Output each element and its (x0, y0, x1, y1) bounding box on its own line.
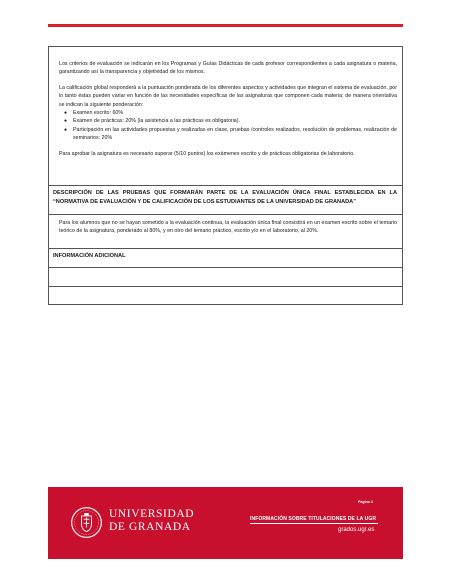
list-item: ● Participación en las actividades propuestas y realizadas en clase, pruebas /controles realizados, resolución de problemas, realización de seminarios: 20% (64, 126, 397, 142)
bullet-icon: ● (64, 110, 68, 117)
degrees-info-title: INFORMACIÓN SOBRE TITULACIONES DE LA UGR (250, 516, 377, 522)
empty-cell (49, 287, 402, 304)
guide-table (48, 46, 403, 305)
footer-banner (48, 487, 403, 559)
final-evaluation-heading-cell (49, 186, 402, 215)
degrees-url[interactable]: grados.ugr.es (338, 527, 375, 533)
final-evaluation-body-cell (49, 215, 402, 249)
bullet-icon: ● (64, 118, 68, 125)
list-item: ● Examen de prácticas: 20% (la asistencia a las prácticas es obligatoria). (64, 118, 240, 125)
weighting-paragraph: La calificación global responderá a la puntuación ponderada de los diferentes aspectos y actividades que integran el sistema de evaluación, por lo tanto éstas pueden variar en función de las necesidades específicas de las asignaturas que componen cada materia; de manera orientativa se indican la siguiente ponderación: (59, 84, 397, 108)
pass-requirement-paragraph: Para aprobar la asignatura es necesario superar (5/10 puntos) los exámenes escrito y de prácticas obligatorias de laboratorio. (59, 150, 355, 157)
final-evaluation-paragraph: Para los alumnos que no se hayan sometido a la evaluación continua, la evaluación única final consistirá en un examen escrito sobre el temario teórico de la asignatura, ponderado al 80%, y en otro del temario práctico, escrito y/o en el laboratorio, al 20%. (59, 220, 397, 235)
evaluation-criteria-cell (49, 47, 402, 186)
header-rule (48, 24, 403, 27)
weighting-list (59, 109, 397, 143)
section-heading: INFORMACIÓN ADICIONAL (53, 253, 126, 259)
criteria-paragraph: Los criterios de evaluación se indicarán en los Programas y Guías Didácticas de cada profesor correspondientes a cada asignatura o materia, garantizando así la transparencia y objetividad de los mismos. (59, 61, 397, 76)
additional-info-body-cell (49, 268, 402, 287)
bullet-icon: ● (64, 126, 68, 133)
university-name: UNIVERSIDAD DE GRANADA (109, 508, 195, 533)
footer-divider (250, 523, 378, 524)
university-seal-icon (70, 506, 103, 539)
list-item: ● Examen escrito: 60% (64, 110, 124, 117)
section-heading: DESCRIPCIÓN DE LAS PRUEBAS QUE FORMARÁN PARTE DE LA EVALUACIÓN ÚNICA FINAL ESTABLECIDA EN LA “NORMATIVA DE EVALUACIÓN Y DE CALIFICACIÓN DE LOS ESTUDIANTES DE LA UNIVERSIDAD DE GRANADA” (53, 190, 397, 205)
page-number: Página 4 (358, 500, 373, 504)
additional-info-heading-cell (49, 249, 402, 268)
